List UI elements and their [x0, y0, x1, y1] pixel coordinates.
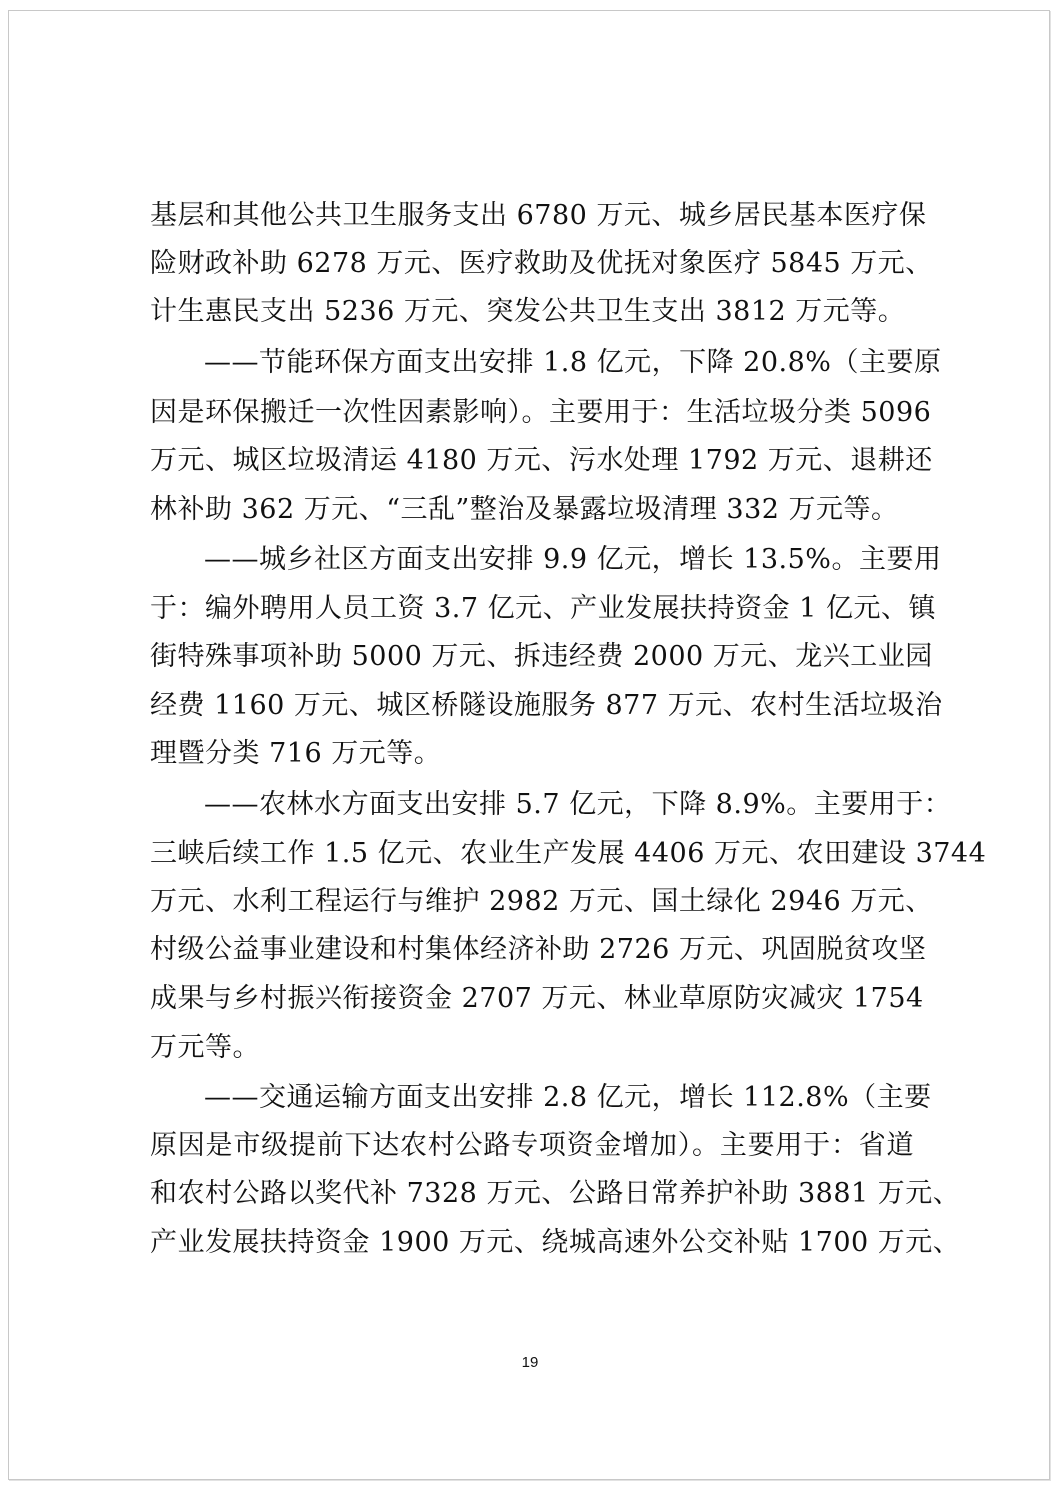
text-line: 成果与乡村振兴衔接资金 2707 万元、林业草原防灾减灾 1754 [150, 983, 924, 1014]
text-line: 万元等。 [150, 1032, 260, 1063]
text-line: 和农村公路以奖代补 7328 万元、公路日常养护补助 3881 万元、 [150, 1178, 961, 1209]
text-line: 基层和其他公共卫生服务支出 6780 万元、城乡居民基本医疗保 [150, 200, 927, 231]
text-line: 于：编外聘用人员工资 3.7 亿元、产业发展扶持资金 1 亿元、镇 [150, 593, 936, 624]
text-line: 产业发展扶持资金 1900 万元、绕城高速外公交补贴 1700 万元、 [150, 1227, 961, 1258]
text-line: 村级公益事业建设和村集体经济补助 2726 万元、巩固脱贫攻坚 [150, 934, 927, 965]
text-line: 万元、城区垃圾清运 4180 万元、污水处理 1792 万元、退耕还 [150, 445, 933, 476]
page-number: 19 [521, 1354, 539, 1371]
text-line: ——节能环保方面支出安排 1.8 亿元，下降 20.8%（主要原 [204, 347, 942, 378]
text-line: ——交通运输方面支出安排 2.8 亿元，增长 112.8%（主要 [204, 1082, 932, 1113]
text-line: 险财政补助 6278 万元、医疗救助及优抚对象医疗 5845 万元、 [150, 248, 933, 279]
text-line: 因是环保搬迁一次性因素影响）。主要用于：生活垃圾分类 5096 [150, 397, 932, 428]
text-line: 计生惠民支出 5236 万元、突发公共卫生支出 3812 万元等。 [150, 296, 906, 327]
text-line: 经费 1160 万元、城区桥隧设施服务 877 万元、农村生活垃圾治 [150, 690, 943, 721]
text-line: ——城乡社区方面支出安排 9.9 亿元，增长 13.5%。主要用 [204, 544, 942, 575]
text-line: 街特殊事项补助 5000 万元、拆违经费 2000 万元、龙兴工业园 [150, 641, 933, 672]
text-line: 原因是市级提前下达农村公路专项资金增加）。主要用于：省道 [150, 1130, 914, 1161]
text-line: 万元、水利工程运行与维护 2982 万元、国土绿化 2946 万元、 [150, 886, 933, 917]
text-line: 三峡后续工作 1.5 亿元、农业生产发展 4406 万元、农田建设 3744 [150, 838, 987, 869]
text-line: 理暨分类 716 万元等。 [150, 738, 442, 769]
text-line: 林补助 362 万元、“三乱”整治及暴露垃圾清理 332 万元等。 [150, 494, 899, 525]
text-line: ——农林水方面支出安排 5.7 亿元，下降 8.9%。主要用于： [204, 789, 952, 820]
